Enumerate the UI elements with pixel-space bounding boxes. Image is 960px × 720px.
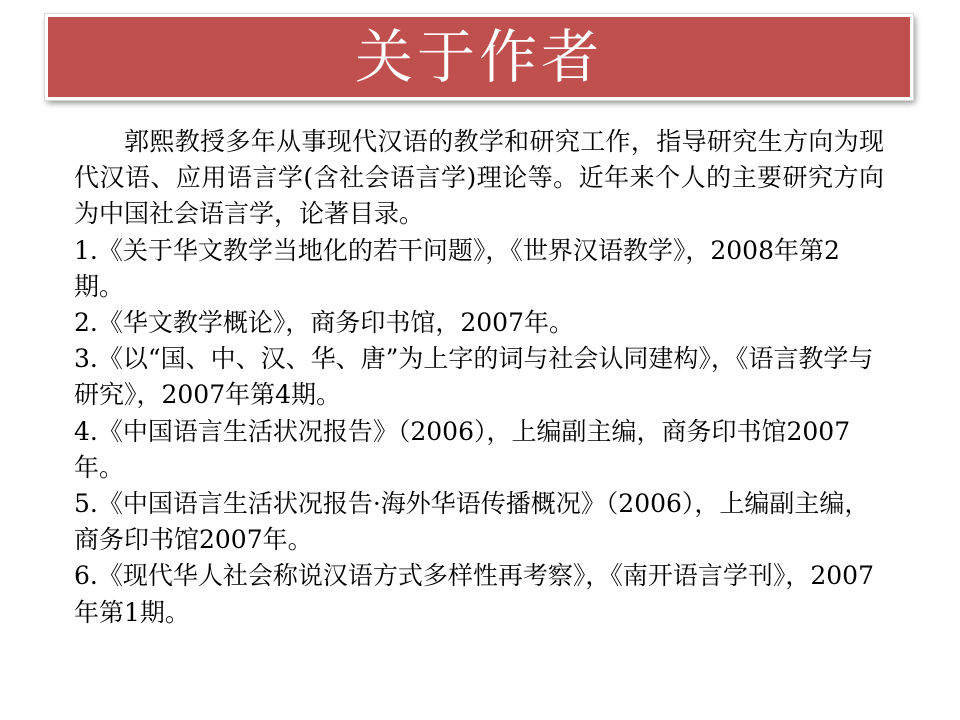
work-item-5: 5.《中国语言生活状况报告·海外华语传播概况》（2006），上编副主编，商务印书馆2007年。 [74, 489, 870, 555]
title-banner [45, 14, 913, 100]
author-intro-paragraph: 郭熙教授多年从事现代汉语的教学和研究工作，指导研究生方向为现代汉语、应用语言学(含社会语言学)理论等。近年来个人的主要研究方向为中国社会语言学，论著目录。 [74, 127, 884, 229]
slide-title: 关于作者 [354, 23, 603, 91]
slide-body [74, 124, 884, 631]
work-item-4: 4.《中国语言生活状况报告》（2006），上编副主编，商务印书馆2007年。 [74, 416, 851, 482]
work-item-1: 1.《关于华文教学当地化的若干问题》，《世界汉语教学》，2008年第2期。 [74, 235, 840, 301]
work-item-6: 6.《现代华人社会称说汉语方式多样性再考察》，《南开语言学刊》，2007年第1期。 [74, 561, 874, 627]
work-item-2: 2.《华文教学概论》，商务印书馆，2007年。 [74, 308, 574, 338]
work-item-3: 3.《以“国、中、汉、华、唐”为上字的词与社会认同建构》，《语言教学与研究》，2007年第4期。 [74, 344, 874, 410]
